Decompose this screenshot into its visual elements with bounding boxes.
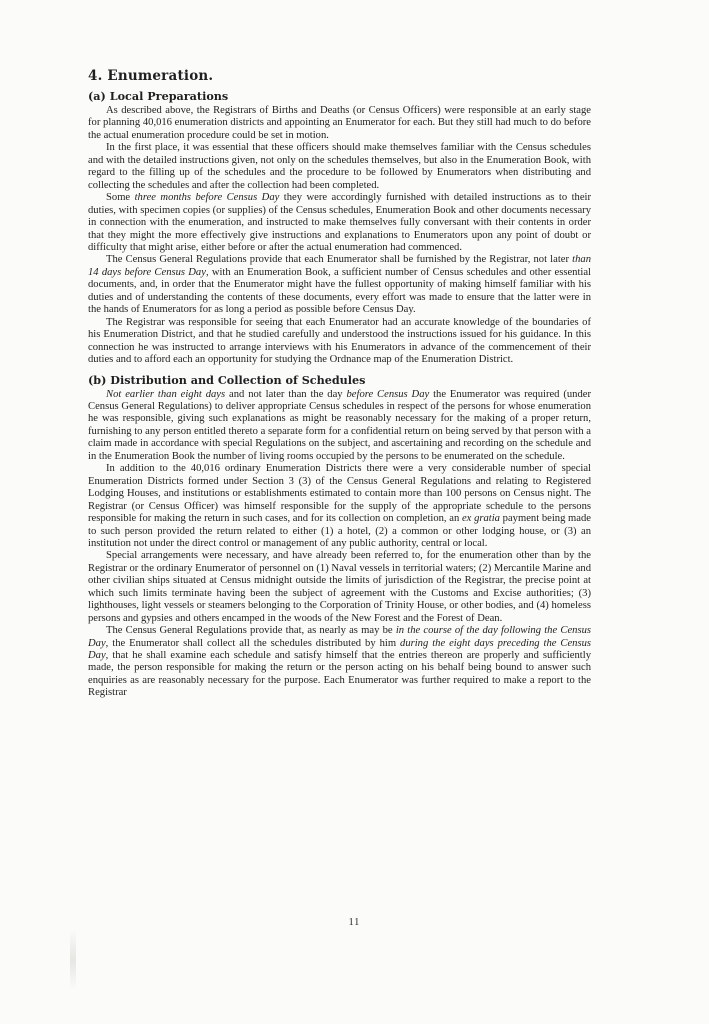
subsection-distribution-collection [88,373,591,700]
document-page [88,68,591,700]
page-number: 11 [348,917,361,928]
body-paragraph: In the first place, it was essential that these officers should make themselves familiar with the Census schedules and with the detailed instructions given, not only on the schedules themselves, but also in the Enumeration Book, with regard to the filling up of the schedules and the procedure to be followed by Enumerators when distributing and collecting the schedules and after the collection had been completed. [88,142,591,191]
scan-margin-mark [70,930,76,990]
italic-phrase: than 14 days before Census Day [88,254,591,278]
section-heading: 4. Enumeration. [88,68,214,84]
italic-phrase: before Census Day [346,388,430,400]
italic-phrase: ex gratia [461,513,500,525]
subsection-local-preparations [88,89,591,367]
subsection-heading: (b) Distribution and Collection of Schedules [88,372,366,387]
italic-phrase: three months before Census Day [134,192,280,204]
body-paragraph: The Registrar was responsible for seeing that each Enumerator had an accurate knowledge of the boundaries of his Enumeration District, and that he studied carefully and understood the instructions issued for his guidance. In this connection he was instructed to arrange interviews with his Enumerators in advance of the commencement of their duties and to afford each an opportunity for studying the Ordnance map of the Enumeration District. [88,316,591,366]
body-paragraph: Not earlier than eight days and not later than the day before Census Day the Enumerator was required (under Census General Regulations) to deliver appropriate Census schedules in respect of the persons for whose enumeration he was responsible, giving such explanations as might be reasonably necessary for the making of a proper return, furnishing to any person entitled thereto a separate form for a confidential return on being served by that person with a claim made in accordance with special Regulations on the subject, and ascertaining and recording on the schedule and in the Enumeration Book the number of living rooms occupied by the persons to be enumerated on the schedule. [88,388,592,462]
italic-phrase: in the course of the day following the Census Day [88,625,591,649]
body-paragraph: The Census General Regulations provide that each Enumerator shall be furnished by the Registrar, not later than 14 days before Census Day, with an Enumeration Book, a sufficient number of Census schedules and other essential documents, and, in order that the Enumerator might have the fullest opportunity of making himself familiar with his duties and of understanding the contents of these documents, every effort was made to ensure that the latter were in the hands of Enumerators for as long a period as possible before Census Day. [88,254,591,316]
body-paragraph: Some three months before Census Day they were accordingly furnished with detailed instructions as to their duties, with specimen copies (or supplies) of the Census schedules, Enumeration Book and other documents necessary in connection with the enumeration, and instructed to make themselves fully conversant with their contents in order that they might the more effectively give instructions and explanations to Enumerators upon any point of doubt or difficulty that might arise, either before or after the actual enumeration had commenced. [88,192,591,253]
body-paragraph: In addition to the 40,016 ordinary Enumeration Districts there were a very considerable number of special Enumeration Districts formed under Section 3 (3) of the Census General Regulations and relating to Registered Lodging Houses, and institutions or establishments estimated to contain more than 100 persons on Census night. The Registrar (or Census Officer) was himself responsible for the supply of the appropriate schedule to the persons responsible for making the return in such cases, and for its collection on completion, an ex gratia payment being made to such person provided the return related to either (1) a hotel, (2) a common or other lodging house, or (3) an institution not under the direct control or management of any public authority, central or local. [88,463,591,549]
body-paragraph: Special arrangements were necessary, and have already been referred to, for the enumeration other than by the Registrar or the ordinary Enumerator of personnel on (1) Naval vessels in territorial waters; (2) Mercantile Marine and other civilian ships situated at Census midnight outside the limits of jurisdiction of the Registrar, the precise point at which such limits terminate having been the subject of agreement with the Customs and Excise authorities; (3) lighthouses, light vessels or steamers belonging to the Corporation of Trinity House, or other bodies, and (4) homeless persons and gypsies and others encamped in the woods of the New Forest and the Forest of Dean. [88,550,591,624]
italic-phrase: Not earlier than eight days [106,388,226,400]
body-paragraph: As described above, the Registrars of Births and Deaths (or Census Officers) were responsible at an early stage for planning 40,016 enumeration districts and appointing an Enumerator for each. But they still had much to do before the actual enumeration procedure could be set in motion. [88,105,591,141]
body-paragraph: The Census General Regulations provide that, as nearly as may be in the course of the day following the Census Day, the Enumerator shall collect all the schedules distributed by him during the eight days preceding the Census Day, that he shall examine each schedule and satisfy himself that the entries thereon are properly and sufficiently made, the person responsible for making the return or the person acting on his behalf being bound to answer such enquiries as are reasonably necessary for the purpose. Each Enumerator was further required to make a report to the Registrar [88,625,592,699]
italic-phrase: during the eight days preceding the Census Day [88,637,592,662]
subsection-heading: (a) Local Preparations [88,89,229,103]
